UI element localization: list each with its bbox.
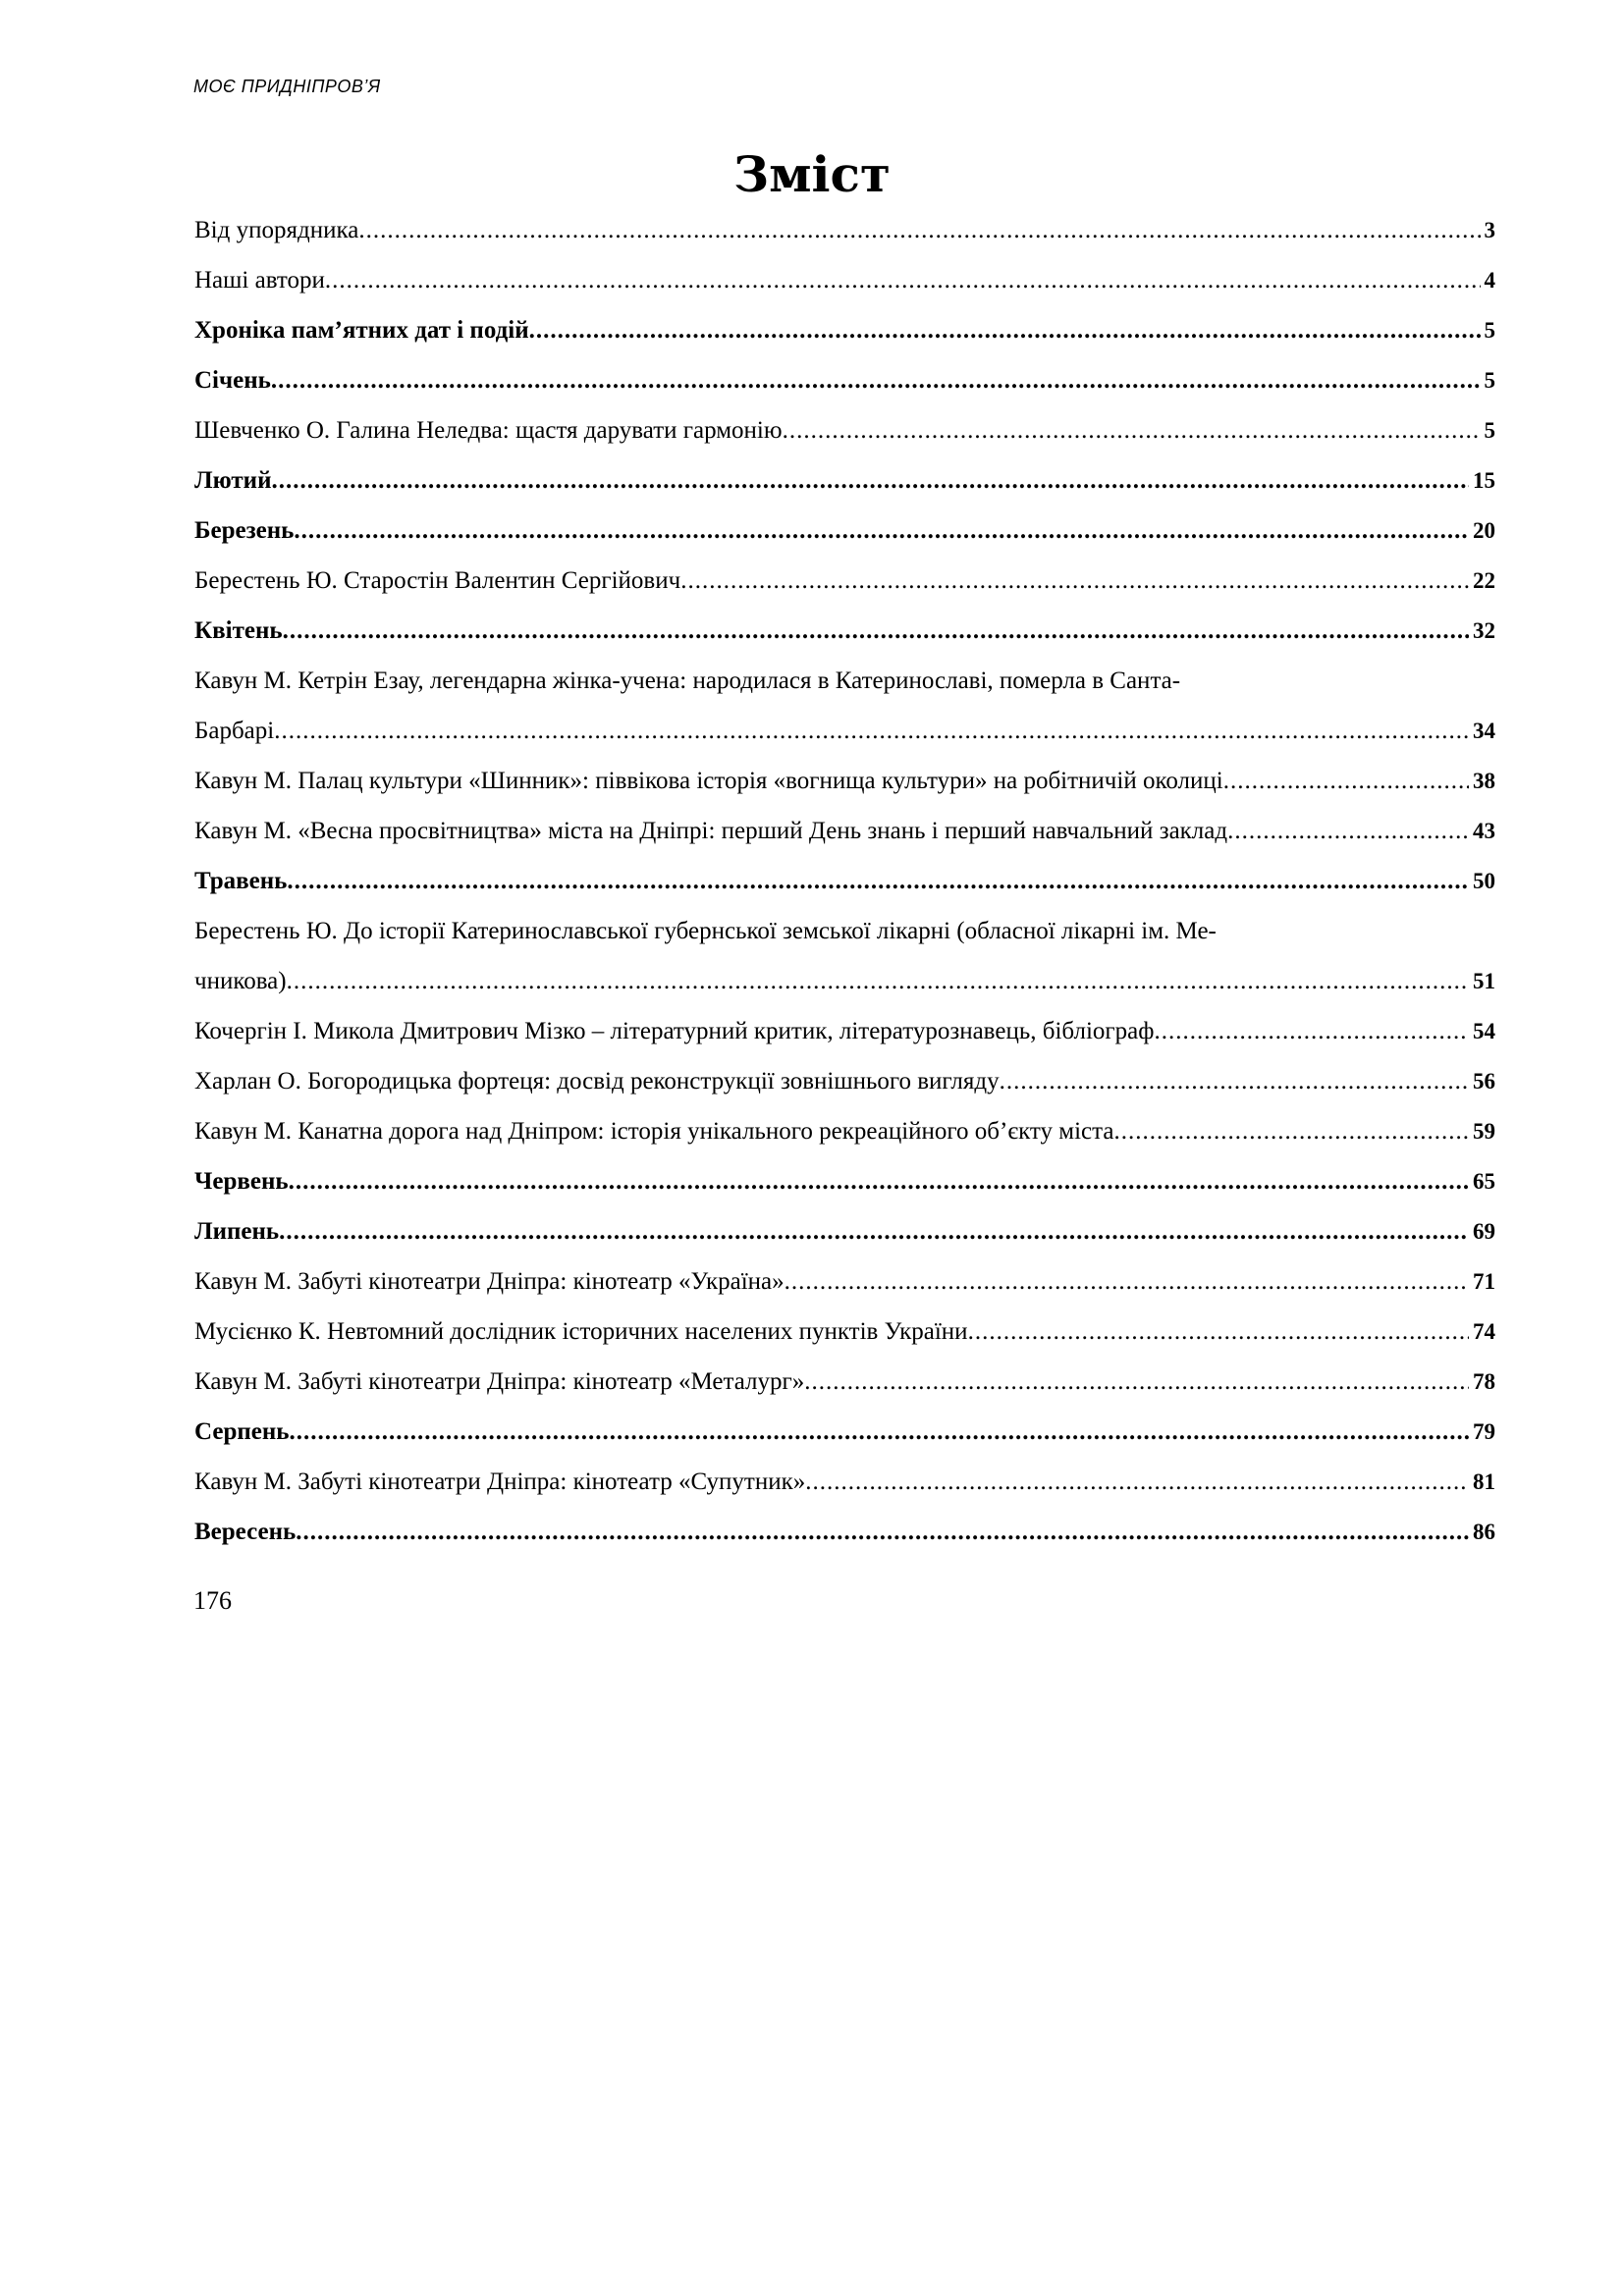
toc-entry-row: [194, 1357, 1495, 1407]
toc-entry-title: Берестень Ю. Старостін Валентин Сергійович: [194, 567, 681, 594]
toc-entry-page: 5: [1484, 368, 1495, 393]
toc-entry-title: Липень: [194, 1218, 280, 1245]
dot-leader: [271, 355, 1481, 405]
toc-entry-title-line1: Кавун М. Кетрін Езау, легендарна жінка-учена: народилася в Катеринославі, померла в Санта-: [194, 667, 1181, 694]
toc-entry[interactable]: [194, 1307, 1495, 1357]
toc-entry-page: 32: [1473, 618, 1495, 643]
toc-entry-page: 59: [1473, 1119, 1495, 1144]
toc-entry-row: [194, 756, 1495, 806]
toc-entry-title: Кавун М. «Весна просвітництва» міста на Дніпрі: перший День знань і перший навчальний заклад: [194, 818, 1228, 844]
toc-entry-title: Кавун М. Забуті кінотеатри Дніпра: кінотеатр «Супутник»: [194, 1468, 806, 1495]
dot-leader: [804, 1357, 1469, 1407]
toc-entry-title: Вересень: [194, 1519, 297, 1545]
dot-leader: [785, 1256, 1469, 1307]
toc-entry[interactable]: [194, 656, 1495, 756]
toc-entry[interactable]: [194, 506, 1495, 556]
toc-entry-row: [194, 305, 1495, 355]
toc-entry-row: [194, 355, 1495, 405]
toc-entry[interactable]: [194, 405, 1495, 455]
toc-entry-row: [194, 1106, 1495, 1156]
dot-leader: [287, 856, 1469, 906]
dot-leader: [1113, 1106, 1469, 1156]
dot-leader: [279, 1206, 1469, 1256]
toc-entry-page: 50: [1473, 869, 1495, 893]
toc-entry[interactable]: [194, 906, 1495, 1006]
toc-entry-title: Кавун М. Забуті кінотеатри Дніпра: кінотеатр «Металург»: [194, 1368, 805, 1395]
toc-entry[interactable]: [194, 1106, 1495, 1156]
toc-entry-page: 56: [1473, 1069, 1495, 1094]
dot-leader: [783, 405, 1481, 455]
toc-entry-row: [194, 255, 1495, 305]
toc-entry-title: Кавун М. Канатна дорога над Дніпром: історія унікального рекреаційного об’єкту міста: [194, 1118, 1114, 1145]
toc-entry-title: Січень: [194, 367, 271, 394]
toc-entry-page: 51: [1473, 969, 1495, 993]
page-title: Зміст: [733, 145, 891, 203]
toc-entry[interactable]: [194, 1457, 1495, 1507]
toc-entry-row: [194, 1156, 1495, 1206]
dot-leader: [274, 706, 1469, 756]
toc-entry-row: [194, 706, 1495, 756]
toc-entry-title: Шевченко О. Галина Неледва: щастя дарувати гармонію: [194, 417, 783, 444]
table-of-contents: [194, 205, 1495, 1557]
dot-leader: [529, 305, 1481, 355]
toc-entry[interactable]: [194, 1407, 1495, 1457]
toc-entry-page: 78: [1473, 1369, 1495, 1394]
dot-leader: [358, 205, 1480, 255]
toc-entry-title: Харлан О. Богородицька фортеця: досвід реконструкції зовнішнього вигляду: [194, 1068, 1000, 1095]
toc-entry-page: 71: [1473, 1269, 1495, 1294]
toc-entry-row: [194, 205, 1495, 255]
toc-entry-page: 79: [1473, 1419, 1495, 1444]
toc-entry[interactable]: [194, 1006, 1495, 1056]
toc-entry[interactable]: [194, 1256, 1495, 1307]
toc-entry[interactable]: [194, 1156, 1495, 1206]
toc-entry-title: Від упорядника: [194, 217, 359, 243]
toc-entry-row: [194, 1256, 1495, 1307]
toc-entry-row: [194, 956, 1495, 1006]
toc-entry-page: 43: [1473, 819, 1495, 843]
toc-entry-row: [194, 1206, 1495, 1256]
toc-entry-page: 5: [1484, 318, 1495, 343]
toc-entry[interactable]: [194, 1507, 1495, 1557]
toc-entry-page: 15: [1473, 468, 1495, 493]
toc-entry[interactable]: [194, 455, 1495, 506]
toc-entry-row: [194, 856, 1495, 906]
dot-leader: [968, 1307, 1469, 1357]
toc-entry[interactable]: [194, 756, 1495, 806]
dot-leader: [325, 255, 1481, 305]
toc-entry[interactable]: [194, 255, 1495, 305]
toc-entry[interactable]: [194, 556, 1495, 606]
toc-entry[interactable]: [194, 1056, 1495, 1106]
toc-entry-row: [194, 1407, 1495, 1457]
toc-entry-page: 86: [1473, 1520, 1495, 1544]
toc-entry-title: Кочергін І. Микола Дмитрович Мізко – літературний критик, літературознавець, бібліограф: [194, 1018, 1155, 1044]
toc-entry-page: 4: [1484, 268, 1495, 293]
toc-entry-row: [194, 806, 1495, 856]
running-head: МОЄ ПРИДНІПРОВ’Я: [193, 77, 381, 96]
toc-entry-title: Лютий: [194, 467, 272, 494]
toc-entry-title: Мусієнко К. Невтомний дослідник історичних населених пунктів України: [194, 1318, 968, 1345]
toc-entry-page: 69: [1473, 1219, 1495, 1244]
toc-entry-title: Квітень: [194, 617, 283, 644]
toc-entry-row: [194, 455, 1495, 506]
dot-leader: [1227, 806, 1469, 856]
toc-entry-row: [194, 1457, 1495, 1507]
toc-entry-row: [194, 606, 1495, 656]
toc-entry-page: 38: [1473, 769, 1495, 793]
toc-entry-page: 5: [1484, 418, 1495, 443]
toc-entry-page: 3: [1484, 218, 1495, 242]
dot-leader: [287, 956, 1469, 1006]
toc-entry-title: Барбарі: [194, 718, 275, 744]
dot-leader: [805, 1457, 1469, 1507]
toc-entry-page: 34: [1473, 719, 1495, 743]
dot-leader: [1223, 756, 1469, 806]
toc-entry-row: [194, 506, 1495, 556]
page-number: 176: [193, 1586, 232, 1615]
toc-entry-title: Березень: [194, 517, 295, 544]
toc-entry-title: Травень: [194, 868, 288, 894]
toc-entry-title: Кавун М. Палац культури «Шинник»: піввікова історія «вогнища культури» на робітничій околиці: [194, 768, 1223, 794]
dot-leader: [289, 1407, 1469, 1457]
toc-entry-title: чникова): [194, 968, 287, 994]
toc-entry-title: Кавун М. Забуті кінотеатри Дніпра: кінотеатр «Україна»: [194, 1268, 785, 1295]
toc-entry-row: [194, 1056, 1495, 1106]
toc-entry-row: [194, 405, 1495, 455]
toc-entry-page: 74: [1473, 1319, 1495, 1344]
toc-entry[interactable]: [194, 856, 1495, 906]
dot-leader: [296, 1507, 1469, 1557]
toc-entry[interactable]: [194, 205, 1495, 255]
toc-entry-row: [194, 1006, 1495, 1056]
toc-entry-page: 20: [1473, 518, 1495, 543]
toc-entry-title-line1: Берестень Ю. До історії Катеринославської губернської земської лікарні (обласної лікарні ім. Ме-: [194, 918, 1217, 944]
toc-entry[interactable]: [194, 606, 1495, 656]
dot-leader: [294, 506, 1469, 556]
toc-entry-title: Червень: [194, 1168, 289, 1195]
toc-entry-page: 81: [1473, 1469, 1495, 1494]
toc-entry[interactable]: [194, 1206, 1495, 1256]
dot-leader: [272, 455, 1470, 506]
dot-leader: [283, 606, 1469, 656]
toc-entry-title: Наші автори: [194, 267, 325, 294]
dot-leader: [680, 556, 1469, 606]
toc-entry[interactable]: [194, 305, 1495, 355]
dot-leader: [1154, 1006, 1469, 1056]
toc-entry[interactable]: [194, 1357, 1495, 1407]
toc-entry-row: [194, 1307, 1495, 1357]
toc-entry-page: 54: [1473, 1019, 1495, 1043]
toc-entry-title: Серпень: [194, 1418, 290, 1445]
toc-entry-title: Хроніка пам’ятних дат і подій: [194, 317, 529, 344]
toc-entry[interactable]: [194, 806, 1495, 856]
dot-leader: [289, 1156, 1469, 1206]
dot-leader: [1000, 1056, 1469, 1106]
toc-entry[interactable]: [194, 355, 1495, 405]
toc-entry-page: 65: [1473, 1169, 1495, 1194]
toc-entry-row: [194, 556, 1495, 606]
toc-entry-page: 22: [1473, 568, 1495, 593]
toc-entry-row: [194, 1507, 1495, 1557]
